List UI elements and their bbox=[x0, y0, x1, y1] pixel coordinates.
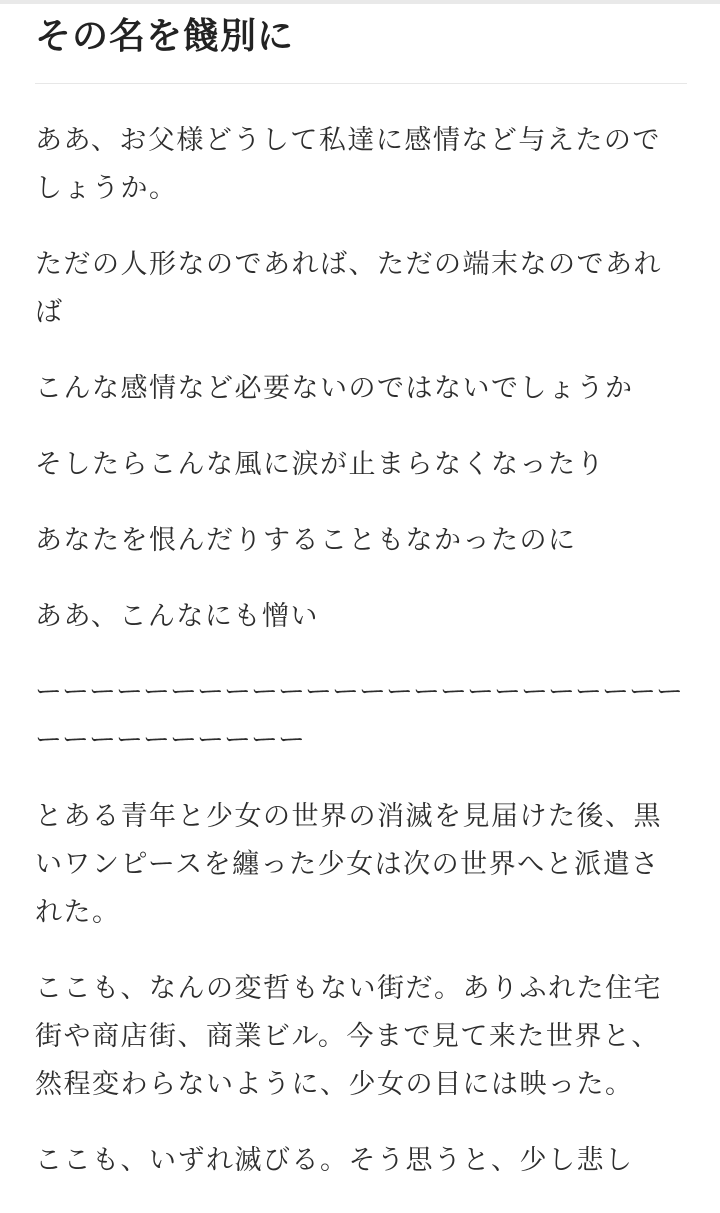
paragraph-5: あなたを恨んだりすることもなかったのに bbox=[35, 525, 577, 556]
paragraph-2: ただの人形なのであれば、ただの端末なのであれば bbox=[35, 249, 662, 328]
paragraph-8: ここも、なんの変哲もない街だ。ありふれた住宅街や商店街、商業ビル。今まで見て来た世界と、然程変わらないように、少女の目には映った。 bbox=[35, 973, 662, 1100]
article-body bbox=[35, 117, 685, 1213]
paragraph-1: ああ、お父様どうして私達に感情など与えたのでしょうか。 bbox=[35, 125, 661, 204]
article-title: その名を餞別に bbox=[35, 16, 295, 57]
paragraph-6: ああ、こんなにも憎い bbox=[35, 601, 319, 632]
paragraph-7: とある青年と少女の世界の消滅を見届けた後、黒いワンピースを纏った少女は次の世界へと派遣された。 bbox=[35, 801, 662, 928]
paragraph-9: ここも、いずれ滅びる。そう思うと、少し悲し bbox=[35, 1145, 634, 1176]
title-divider bbox=[35, 83, 687, 84]
top-border bbox=[0, 0, 720, 4]
paragraph-3: こんな感情など必要ないのではないでしょうか bbox=[35, 373, 634, 404]
paragraph-4: そしたらこんな風に涙が止まらなくなったり bbox=[35, 449, 605, 480]
separator-line: ーーーーーーーーーーーーーーーーーーーーーーーーーーーーーーーーーー bbox=[35, 677, 683, 756]
